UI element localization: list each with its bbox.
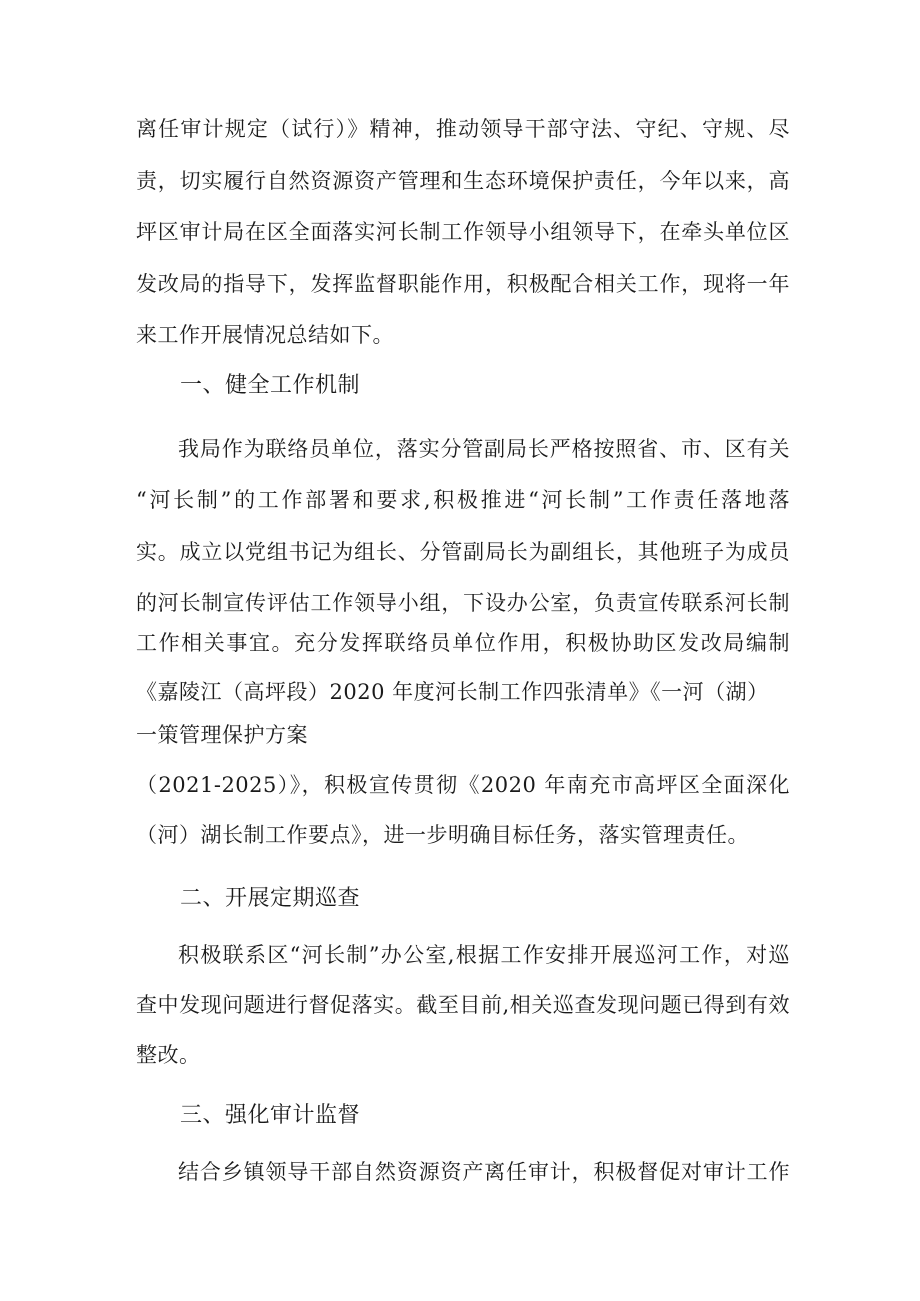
section-1-line-9: （河）湖长制工作要点》，进一步明确目标任务，落实管理责任。 [136,823,749,847]
intro-line-2: 责，切实履行自然资源资产管理和生态环境保护责任，今年以来，高 [136,169,790,193]
section-1-line-1: 我局作为联络员单位，落实分管副局长严格按照省、市、区有关 [178,437,790,461]
section-1-line-5: 工作相关事宜。充分发挥联络员单位作用，积极协助区发改局编制 [136,631,790,655]
section-1-line-7: 一策管理保护方案 [136,723,308,747]
section-1-heading: 一、健全工作机制 [180,373,361,398]
section-1-line-3: 实。成立以党组书记为组长、分管副局长为副组长，其他班子为成员 [136,540,790,564]
section-2-line-2: 查中发现问题进行督促落实。截至目前,相关巡查发现问题已得到有效 [136,993,790,1017]
section-1-line-4: 的河长制宣传评估工作领导小组，下设办公室，负责宣传联系河长制 [136,591,790,615]
intro-line-4: 发改局的指导下，发挥监督职能作用，积极配合相关工作，现将一年 [136,272,790,296]
section-1-line-8: （2021-2025）》，积极宣传贯彻《2020 年南充市高坪区全面深化 [136,773,790,797]
section-1-line-6: 《嘉陵江（高坪段）2020 年度河长制工作四张清单》《一河（湖） [136,680,769,704]
section-3-line-1: 结合乡镇领导干部自然资源资产离任审计，积极督促对审计工作 [178,1160,790,1184]
section-2-line-3: 整改。 [136,1043,201,1067]
intro-line-1: 离任审计规定（试行）》精神，推动领导干部守法、守纪、守规、尽 [136,117,790,141]
section-2-heading: 二、开展定期巡查 [180,886,361,911]
intro-line-3: 坪区审计局在区全面落实河长制工作领导小组领导下，在牵头单位区 [136,220,790,244]
section-3-heading: 三、强化审计监督 [180,1103,361,1128]
section-2-line-1: 积极联系区“河长制”办公室,根据工作安排开展巡河工作，对巡 [178,943,790,967]
section-1-line-2: “河长制”的工作部署和要求,积极推进“河长制”工作责任落地落 [136,488,790,512]
intro-line-5: 来工作开展情况总结如下。 [136,323,394,347]
